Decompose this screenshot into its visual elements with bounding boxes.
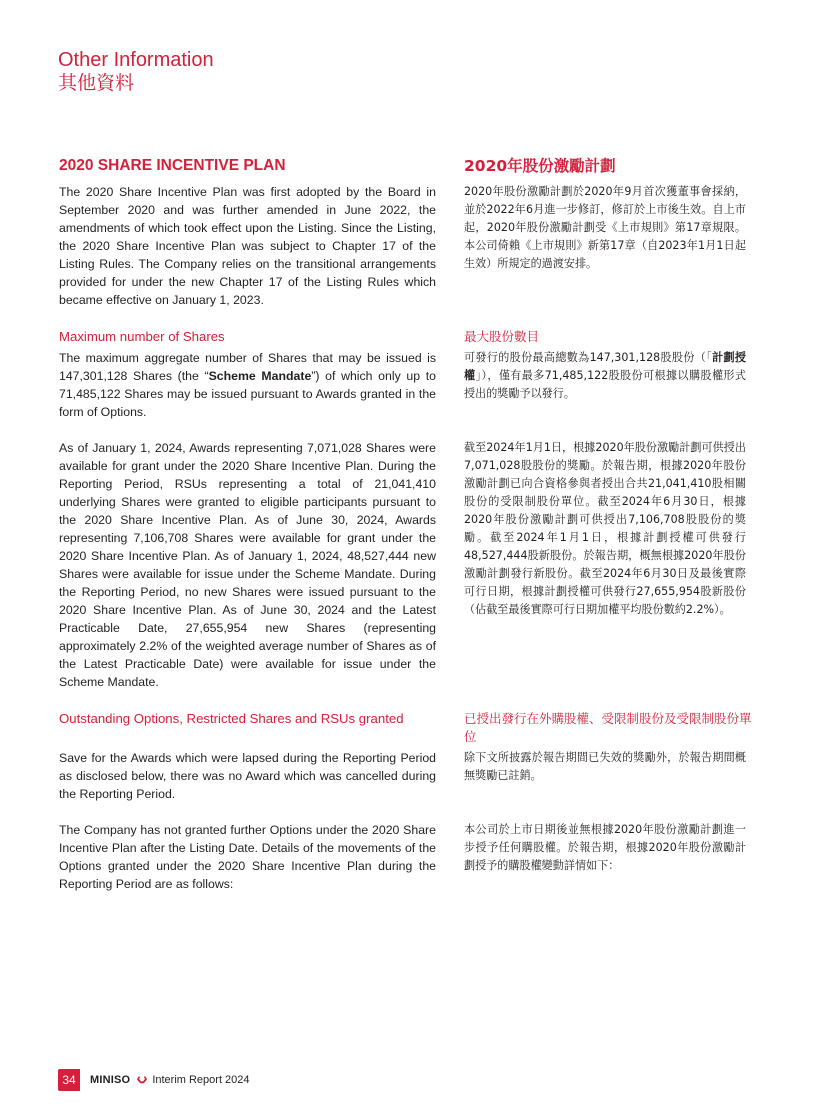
intro-paragraph-en: The 2020 Share Incentive Plan was first adopted by the Board in September 2020 and was further amended in June 2022, the amendments of which took effect upon the Listing. Since the Listing, the 2020 Share Incentive Plan was subject to Chapter 17 of the Listing Rules. The Company relies on the transitional arrangements provided for under the new Chapter 17 of the Listing Rules which became effective on January 1, 2023. — [59, 185, 436, 307]
miniso-smile-icon — [136, 1074, 148, 1086]
outstanding-heading-en: Outstanding Options, Restricted Shares and RSUs granted — [59, 711, 404, 726]
lapsed-awards-paragraph-en: Save for the Awards which were lapsed during the Reporting Period as disclosed below, there was no Award which was cancelled during the Reporting Period. — [59, 751, 436, 801]
awards-availability-paragraph-zh: 截至2024年1月1日，根據2020年股份激勵計劃可供授出7,071,028股股份的獎勵。於報告期，根據2020年股份激勵計劃已向合資格參與者授出合共21,041,410股相關股份的受限制股份單位。截至2024年6月30日，根據2020年股份激勵計劃可供授出7,106,708股股份的獎勵。截至2024年1月1日，根據計劃授權可供發行48,527,444股新股份。於報告期，概無根據2020年股份激勵計劃發行新股份。截至2024年6月30日及最後實際可行日期，根據計劃授權可供發行27,655,954股新股份（佔截至最後實際可行日期加權平均股份數約2.2%）。 — [464, 441, 746, 616]
header-title-zh: 其他資料 — [58, 72, 135, 94]
intro-paragraph-zh: 2020年股份激勵計劃於2020年9月首次獲董事會採納，並於2022年6月進一步修訂，修訂於上市後生效。自上市起，2020年股份激勵計劃受《上市規則》第17章規限。本公司倚賴《上市規則》新第17章（自2023年1月1日起生效）所規定的過渡安排。 — [464, 185, 746, 270]
options-movement-paragraph-zh: 本公司於上市日期後並無根據2020年股份激勵計劃進一步授予任何購股權。於報告期，根據2020年股份激勵計劃授予的購股權變動詳情如下： — [464, 823, 746, 872]
header-title-en: Other Information — [58, 49, 214, 71]
max-shares-heading-zh: 最大股份數目 — [464, 329, 540, 344]
section-heading-zh: 2020年股份激勵計劃 — [464, 157, 616, 175]
lapsed-awards-paragraph-zh: 除下文所披露於報告期間已失效的獎勵外，於報告期間概無獎勵已註銷。 — [464, 751, 746, 782]
brand-name: MINISO — [90, 1074, 131, 1086]
max-shares-paragraph-zh: 可發行的股份最高總數為147,301,128股股份（「計劃授權」），僅有最多71,485,122股股份可根據以購股權形式授出的獎勵予以發行。 — [464, 351, 746, 400]
options-movement-paragraph-en: The Company has not granted further Options under the 2020 Share Incentive Plan after the Listing Date. Details of the movements of the Options granted under the 2020 Share Incentive Plan during the Reporting Period are as follows: — [59, 823, 436, 891]
awards-availability-paragraph-en: As of January 1, 2024, Awards representing 7,071,028 Shares were available for grant under the 2020 Share Incentive Plan. During the Reporting Period, RSUs representing a total of 21,041,410 underlying Shares were granted to eligible participants pursuant to the 2020 Share Incentive Plan. As of June 30, 2024, Awards representing 7,106,708 Shares were available for grant under the 2020 Share Incentive Plan. As of January 1, 2024, 48,527,444 new Shares were available for issue under the Scheme Mandate. During the Reporting Period, no new Shares were issued pursuant to the 2020 Share Incentive Plan. As of June 30, 2024 and the Latest Practicable Date, 27,655,954 new Shares (representing approximately 2.2% of the weighted average number of Shares as of the Latest Practicable Date) were available for issue under the Scheme Mandate. — [59, 441, 436, 689]
page-footer — [58, 1069, 250, 1091]
report-label: Interim Report 2024 — [152, 1074, 250, 1086]
scheme-mandate-term: Scheme Mandate — [208, 369, 312, 383]
outstanding-heading-zh: 已授出發行在外購股權、受限制股份及受限制股份單位 — [464, 711, 752, 744]
max-shares-heading-en: Maximum number of Shares — [59, 329, 225, 344]
section-heading-en: 2020 SHARE INCENTIVE PLAN — [59, 157, 286, 174]
page-number: 34 — [58, 1069, 80, 1091]
scheme-mandate-term-zh: 計劃授權 — [464, 351, 746, 382]
max-shares-paragraph-en: The maximum aggregate number of Shares that may be issued is 147,301,128 Shares (the “Scheme Mandate”) of which only up to 71,485,122 Shares may be issued pursuant to Awards granted in the form of Options. — [59, 351, 436, 419]
